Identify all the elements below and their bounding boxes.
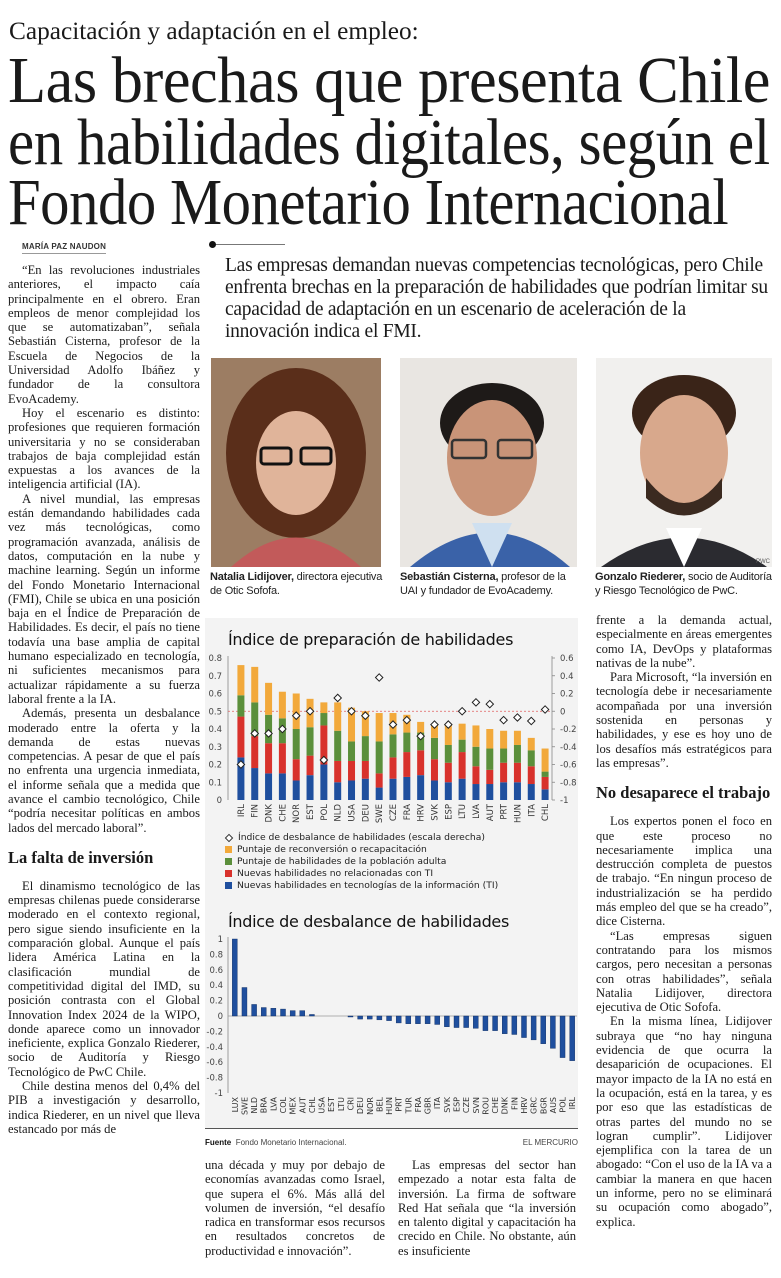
x-tick-label: SVK xyxy=(430,804,441,821)
caption-text: directora ejecutiva de Otic Sofofa. xyxy=(210,571,383,597)
y-tick-label: 0.1 xyxy=(208,778,222,789)
paragraph: Chile destina menos del 0,4% del PIB a investigación y desarrollo, indica Riederer, en un nivel que lleva estancado por más de xyxy=(8,1079,200,1136)
y2-tick-label: -1 xyxy=(560,796,569,806)
x-tick-label: AUS xyxy=(548,1097,558,1114)
x-tick-label: BRA xyxy=(259,1097,269,1114)
x-tick-label: POL xyxy=(558,1097,568,1113)
x-tick-label: ESP xyxy=(452,1097,462,1112)
x-tick-label: AUT xyxy=(298,1097,308,1114)
chart2-title: Índice de desbalance de habilidades xyxy=(228,912,510,931)
x-tick-label: PRT xyxy=(394,1097,404,1112)
deck-divider xyxy=(210,244,285,245)
x-tick-label: DEU xyxy=(361,804,372,823)
y2-tick-label: -0.8 xyxy=(560,778,577,789)
y-tick-label: 0.3 xyxy=(208,742,222,753)
bar xyxy=(502,1016,507,1034)
bar xyxy=(300,1011,305,1016)
headline-line-1: Las brechas que presenta Chile xyxy=(8,44,771,117)
y-tick-label: 0.5 xyxy=(208,707,222,718)
legend-label: Índice de desbalance de habilidades (escala derecha) xyxy=(238,832,485,843)
headline-line-2: en habilidades digitales, según el xyxy=(8,106,770,179)
middle-column-1 xyxy=(205,1158,385,1258)
bar xyxy=(550,1016,555,1048)
x-tick-label: MEX xyxy=(288,1097,298,1115)
bar xyxy=(396,1016,401,1023)
x-tick-label: FRA xyxy=(413,1097,423,1113)
x-tick-label: SVK xyxy=(442,1097,452,1113)
bar xyxy=(464,1016,469,1028)
y-tick-label: 0.4 xyxy=(208,725,222,735)
legend-label: Puntaje de habilidades de la población adulta xyxy=(237,856,447,867)
y2-tick-label: 0.6 xyxy=(560,654,574,664)
bar xyxy=(483,1016,488,1031)
chart2-skills-imbalance xyxy=(205,618,578,1128)
section-heading: La falta de inversión xyxy=(8,847,154,867)
y2-tick-label: 0 xyxy=(560,707,566,718)
bar xyxy=(493,1016,498,1031)
x-tick-label: ITA xyxy=(527,804,538,817)
portrait-image xyxy=(596,358,772,567)
bar xyxy=(425,1016,430,1024)
x-tick-label: CZE xyxy=(462,1097,472,1114)
x-tick-label: ROU xyxy=(481,1097,491,1115)
y2-tick-label: -0.4 xyxy=(560,742,577,753)
x-tick-label: LTU xyxy=(458,804,469,819)
x-tick-label: CHE xyxy=(278,804,289,822)
legend-label: Nuevas habilidades no relacionadas con TI xyxy=(237,868,434,879)
kicker: Capacitación y adaptación en el empleo: xyxy=(9,18,419,45)
paragraph: Para Microsoft, “la inversión en tecnología debe ir necesariamente acompañada por una inversión sostenida en personas y habilidades, y ese es hoy uno de los desafíos más estratégicos para las empresas”. xyxy=(596,670,772,770)
x-tick-label: COL xyxy=(279,1097,289,1114)
x-tick-label: CZE xyxy=(389,804,399,822)
y2-tick-label: 0.2 xyxy=(560,689,574,700)
caption-name: Sebastián Cisterna xyxy=(400,571,496,583)
bar xyxy=(541,1016,546,1044)
x-tick-label: LUX xyxy=(230,1097,240,1113)
x-tick-label: NLD xyxy=(333,804,344,822)
source-text: Fondo Monetario Internacional. xyxy=(235,1138,347,1147)
x-tick-label: PRT xyxy=(499,804,510,820)
x-tick-label: USA xyxy=(347,804,358,822)
y-tick-label: -0.8 xyxy=(206,1073,223,1084)
y-tick-label: -1 xyxy=(214,1089,223,1099)
paragraph: una década y muy por debajo de economías avanzadas como Israel, que supera el 6%. Más allá del volumen de inversión, “el desafío radica en transformar esos recursos en resultados concretos de productividad e innovación”. xyxy=(205,1158,385,1258)
x-tick-label: EST xyxy=(327,1097,337,1113)
paragraph: “En las revoluciones industriales anteriores, el impacto caía principalmente en el obrero. Eran empleos de menor complejidad los que se automatizaban”, señala Sebastián Cisterna, profesor de la Escuela de Negocios de la Universidad Adolfo Ibáñez y fundador de la consultora EvoAcademy. xyxy=(8,263,200,406)
y-tick-label: 0.7 xyxy=(208,671,222,682)
x-tick-label: ITA xyxy=(433,1097,443,1110)
chart-panel xyxy=(205,618,578,1129)
x-tick-label: FIN xyxy=(510,1097,520,1110)
bar xyxy=(444,1016,449,1027)
bar xyxy=(521,1016,526,1038)
y2-tick-label: -0.2 xyxy=(560,725,577,735)
bar xyxy=(252,1004,257,1016)
chart-source xyxy=(205,1138,578,1147)
bar xyxy=(454,1016,459,1028)
x-tick-label: USA xyxy=(317,1097,327,1114)
x-tick-label: POL xyxy=(319,804,330,821)
bar xyxy=(415,1016,420,1024)
caption-gonzalo: Gonzalo Riederer, socio de Auditoría y Riesgo Tecnológico de PwC. xyxy=(595,571,772,597)
photo-credit: PWC xyxy=(756,559,770,565)
x-tick-label: NOR xyxy=(292,804,303,823)
y-tick-label: 0.6 xyxy=(209,965,223,976)
x-tick-label: GBR xyxy=(423,1097,433,1115)
section-heading: No desaparece el trabajo xyxy=(596,783,771,803)
paragraph: “Las empresas siguen contratando para los mismos cargos, pero necesitan a personas con otras habilidades”, señala Natalia Lidijover, directora ejecutiva de Otic Sofofa. xyxy=(596,928,772,1015)
y2-tick-label: 0.4 xyxy=(560,671,574,682)
paragraph: frente a la demanda actual, especialmente en áreas emergentes como IA, DevOps y plataformas nativas de la nube”. xyxy=(596,613,772,670)
x-tick-label: AUT xyxy=(485,804,496,822)
paragraph: Los expertos ponen el foco en que este proceso no necesariamente implica una destrucción completa de puestos de trabajo. “En ningun proceso de industrialización se ha perdido más empleo del que se ha creado”, dice Cisterna. xyxy=(596,814,772,929)
paragraph: Además, presenta un desbalance moderado entre la oferta y la demanda de estas nuevas competencias. A pesar de que el país no enfrenta una urgencia inmediata, el informe señala que a medida que avance el cambio tecnológico, Chile “podría necesitar políticas en ambos lados del mercado laboral”. xyxy=(8,706,200,835)
y-tick-label: 0.6 xyxy=(208,689,222,700)
legend-label: Nuevas habilidades en tecnologías de la información (TI) xyxy=(237,880,499,891)
x-tick-label: LVA xyxy=(269,1097,279,1112)
brand-name: EL MERCURIO xyxy=(522,1138,578,1147)
bar xyxy=(232,939,237,1016)
y-tick-label: -0.2 xyxy=(206,1027,223,1038)
x-tick-label: EST xyxy=(306,804,317,820)
portrait-image xyxy=(211,358,381,567)
portrait-image xyxy=(400,358,577,567)
byline: MARÍA PAZ NAUDON xyxy=(22,242,106,254)
chart1-title: Índice de preparación de habilidades xyxy=(228,630,514,649)
x-tick-label: HRV xyxy=(519,1097,529,1114)
caption-natalia: Natalia Lidijover, directora ejecutiva de Otic Sofofa. xyxy=(210,571,383,597)
x-tick-label: FIN xyxy=(250,804,261,818)
x-tick-label: IRL xyxy=(568,1097,578,1110)
photo-sebastian-cisterna xyxy=(400,358,577,567)
x-tick-label: SWE xyxy=(240,1097,250,1116)
bar xyxy=(435,1016,440,1024)
x-tick-label: IRL xyxy=(236,804,247,818)
paragraph: Las empresas del sector han empezado a notar esta falta de inversión. La firma de software Red Hat señala que “la inversión en talento digital y capacitación ha crecido en Chile. No obstante, aún es insuficiente xyxy=(398,1158,576,1258)
bar xyxy=(387,1016,392,1021)
bar xyxy=(348,1016,353,1017)
right-column xyxy=(596,613,772,1229)
x-tick-label: ESP xyxy=(444,804,455,820)
caption-sebastian: Sebastián Cisterna, profesor de la UAI y fundador de EvoAcademy. xyxy=(400,571,566,597)
bar xyxy=(377,1016,382,1020)
x-tick-label: DNK xyxy=(264,804,275,823)
y-tick-label: 0.8 xyxy=(209,950,223,961)
photo-gonzalo-riederer xyxy=(596,358,772,567)
caption-name: Gonzalo Riederer xyxy=(595,571,683,583)
bar xyxy=(531,1016,536,1040)
x-tick-label: CHE xyxy=(491,1097,501,1114)
y-tick-label: -0.4 xyxy=(206,1042,223,1053)
x-tick-label: CRI xyxy=(346,1097,356,1111)
deck: Las empresas demandan nuevas competencias tecnológicas, pero Chile enfrenta brechas en la preparación de habilidades que podrían limitar su capacidad de adaptación en un escenario de aceleración de la innovación indica el FMI. xyxy=(225,255,768,342)
x-tick-label: HRV xyxy=(416,804,427,822)
x-tick-label: SVN xyxy=(471,1097,481,1114)
y-tick-label: 1 xyxy=(217,935,223,945)
bar xyxy=(512,1016,517,1034)
x-tick-label: NOR xyxy=(365,1097,375,1115)
bar xyxy=(309,1014,314,1016)
bar xyxy=(560,1016,565,1058)
y-tick-label: -0.6 xyxy=(206,1058,223,1069)
headline-line-3: Fondo Monetario Internacional xyxy=(8,166,729,239)
y-tick-label: 0.4 xyxy=(209,981,223,992)
bar xyxy=(242,988,247,1016)
bar xyxy=(261,1008,266,1016)
x-tick-label: HUN xyxy=(385,1097,395,1115)
left-column xyxy=(8,263,200,1136)
bar xyxy=(281,1009,286,1016)
x-tick-label: SWE xyxy=(375,804,386,824)
paragraph: Hoy el escenario es distinto: profesiones que requieren formación universitaria y no se consideraban trabajos de baja complejidad están expuestas a los avances de la inteligencia artificial (IA). xyxy=(8,405,200,492)
bar xyxy=(367,1016,372,1019)
caption-text: profesor de la UAI y fundador de EvoAcademy. xyxy=(400,571,566,597)
bar xyxy=(473,1016,478,1028)
y-tick-label: 0 xyxy=(217,1012,223,1022)
x-tick-label: BGR xyxy=(539,1097,549,1115)
y-tick-label: 0.2 xyxy=(209,996,223,1007)
bar xyxy=(570,1016,575,1061)
x-tick-label: LVA xyxy=(471,804,482,819)
source-label: Fuente xyxy=(205,1138,232,1147)
x-tick-label: DEU xyxy=(356,1097,366,1115)
y2-tick-label: -0.6 xyxy=(560,760,577,771)
x-tick-label: NLD xyxy=(250,1097,260,1114)
caption-name: Natalia Lidijover xyxy=(210,571,291,583)
x-tick-label: CHL xyxy=(541,804,552,822)
bar xyxy=(290,1011,295,1016)
bar xyxy=(271,1008,276,1016)
paragraph: A nivel mundial, las empresas están demandando habilidades cada vez más tecnológicas, como programación avanzada, análisis de datos, computación en la nube y machine learning. Según un informe del Fondo Monetario Internacional (FMI), Chile se ubica en una posición baja en el Índice de Preparación de Habilidades. Es decir, el país no tiene todavía una base amplia de capital humano especializado en tecnología, ni suficientes mecanismos para actualizar rápidamente a su fuerza laboral frente a la IA. xyxy=(8,491,200,706)
x-tick-label: BEL xyxy=(375,1097,385,1112)
y-tick-label: 0.8 xyxy=(208,654,222,664)
x-tick-label: DNK xyxy=(500,1097,510,1115)
paragraph: En la misma línea, Lidijover subraya que “no hay ninguna evidencia de que ocurra la desaparición de ocupaciones. El mayor impacto de la IA no está en la ocupación, está en la tarea, y es por eso que las estadísticas de otras partes del mundo no se logran cumplir”. Lidijover ejemplifica con la tarea de un abogado: “Con el uso de la IA va a cambiar la manera en que hacen un informe, pero no se eliminará su ocupación como abogado”, explica. xyxy=(596,1014,772,1229)
bar xyxy=(406,1016,411,1024)
x-tick-label: HUN xyxy=(513,804,524,823)
y-tick-label: 0.2 xyxy=(208,760,222,771)
middle-column-2 xyxy=(398,1158,576,1258)
paragraph: El dinamismo tecnológico de las empresas chilenas puede considerarse moderado en el contexto regional, pero sigue siendo insuficiente en la comparación global. Aunque el país lidera América Latina en la clasificación mundial de competitividad digital del IMD, su posición contrasta con el Global Innovation Index 2024 de la WIPO, donde aparece como un innovador ineficiente, explica Gonzalo Riederer, socio de Auditoría y Riesgo Tecnológico de PwC Chile. xyxy=(8,878,200,1079)
y-tick-label: 0 xyxy=(216,796,222,806)
x-tick-label: LTU xyxy=(336,1097,346,1112)
x-tick-label: TUR xyxy=(404,1097,414,1114)
deck-bullet-icon xyxy=(209,241,216,248)
caption-text: socio de Auditoría y Riesgo Tecnológico de PwC. xyxy=(595,571,772,597)
photo-natalia-lidijover xyxy=(211,358,381,567)
bar xyxy=(358,1016,363,1019)
legend-label: Puntaje de reconversión o recapacitación xyxy=(237,844,427,855)
x-tick-label: FRA xyxy=(402,804,413,821)
x-tick-label: GRC xyxy=(529,1097,539,1114)
x-tick-label: CHL xyxy=(307,1097,317,1114)
